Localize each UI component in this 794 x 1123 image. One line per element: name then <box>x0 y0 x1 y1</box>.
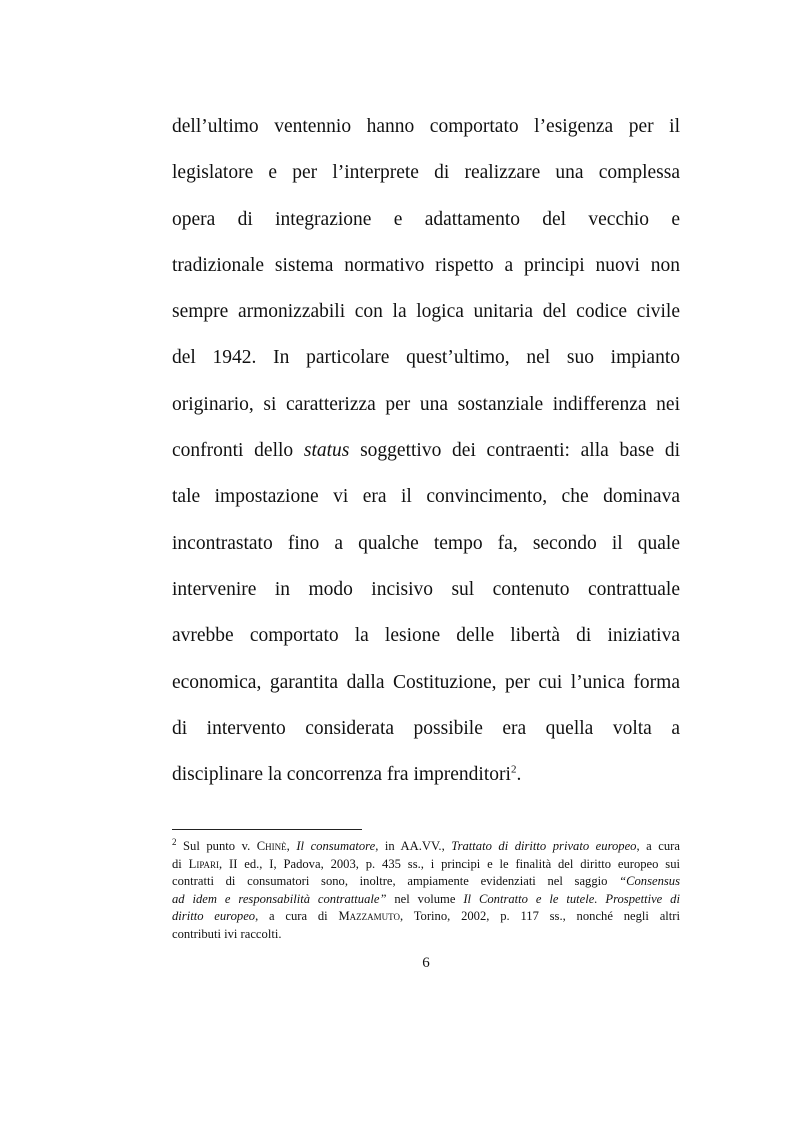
footnote-text: di <box>172 856 189 871</box>
work-title: “Consensus <box>619 874 680 889</box>
footnote-line <box>172 891 680 909</box>
author-name: Chinè <box>256 839 287 853</box>
footnote-text: contributi ivi raccolti. <box>172 926 282 941</box>
footnote <box>172 838 680 944</box>
work-title: Trattato di diritto privato europeo <box>451 839 637 853</box>
body-text-segment: disciplinare la concorrenza fra imprenditori <box>172 764 511 786</box>
footnote-line <box>172 908 680 926</box>
footnote-line <box>172 856 680 874</box>
body-line: incontrastato fino a qualche tempo fa, secondo il quale <box>172 532 680 554</box>
body-line-status <box>172 428 680 474</box>
work-title: Il Contratto e le tutele. Prospettive di <box>463 891 680 906</box>
footnote-reference[interactable]: 2 <box>510 763 517 776</box>
body-line: di intervento considerata possibile era quella volta a <box>172 717 680 739</box>
body-text-segment: confronti dello <box>172 440 304 462</box>
body-line: tale impostazione vi era il convincimento, che dominava <box>172 486 680 508</box>
footnote-number: 2 <box>172 836 177 847</box>
work-title: diritto europeo <box>172 909 256 924</box>
footnote-text: nel volume <box>386 891 464 906</box>
footnote-text: , a cura di <box>255 909 339 924</box>
body-line-last <box>172 752 680 798</box>
body-line: legislatore e per l’interprete di realizzare una complessa <box>172 162 680 184</box>
work-title: ad idem e responsabilità contrattuale” <box>172 891 387 906</box>
page-number: 6 <box>422 955 430 971</box>
work-title: Il consumatore <box>296 839 376 853</box>
footnote-text: , II ed., I, Padova, 2003, p. 435 ss., i principi e le finalità del diritto europeo sui <box>219 856 680 871</box>
body-text-segment: . <box>516 764 522 786</box>
author-name: Lipari <box>188 856 220 871</box>
footnote-text: , <box>286 839 297 853</box>
footnote-line <box>172 926 680 944</box>
author-name: Mazzamuto <box>338 909 401 924</box>
footnote-line <box>172 873 680 891</box>
body-line: economica, garantita dalla Costituzione, per cui l’unica forma <box>172 671 680 693</box>
footnote-text: , Torino, 2002, p. 117 ss., nonché negli altri <box>400 909 680 924</box>
body-line: originario, si caratterizza per una sostanziale indifferenza nei <box>172 393 680 415</box>
footnote-text: , in AA.VV., <box>375 839 452 853</box>
body-line: sempre armonizzabili con la logica unitaria del codice civile <box>172 301 680 323</box>
body-line: opera di integrazione e adattamento del vecchio e <box>172 208 680 230</box>
footnote-text: , a cura <box>636 839 680 853</box>
body-text <box>172 104 680 798</box>
footnote-text: contratti di consumatori sono, inoltre, ampiamente evidenziati nel saggio <box>172 874 620 889</box>
footnote-line <box>172 838 680 856</box>
body-line: avrebbe comportato la lesione delle libertà di iniziativa <box>172 625 680 647</box>
body-line: tradizionale sistema normativo rispetto a principi nuovi non <box>172 254 680 276</box>
body-line: dell’ultimo ventennio hanno comportato l’esigenza per il <box>172 116 680 137</box>
status-term: status <box>303 440 350 462</box>
body-line: del 1942. In particolare quest’ultimo, nel suo impianto <box>172 347 680 369</box>
footnote-text: Sul punto v. <box>176 839 257 853</box>
body-text-segment: soggettivo dei contraenti: alla base di <box>349 440 680 462</box>
footnote-separator <box>172 829 362 830</box>
body-line: intervenire in modo incisivo sul contenuto contrattuale <box>172 578 680 600</box>
